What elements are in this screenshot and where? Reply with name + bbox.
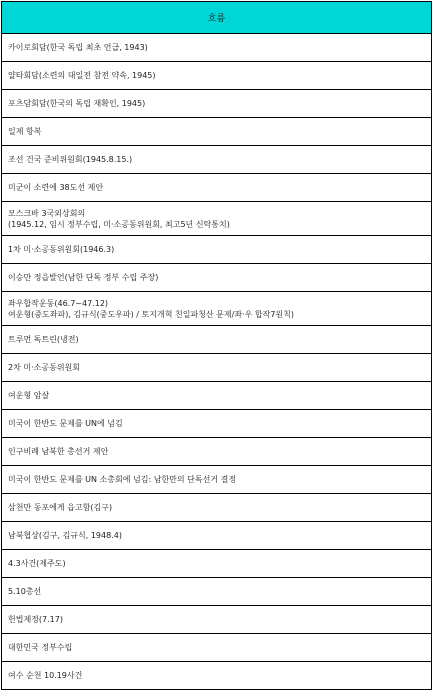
table-row [2,494,432,522]
event-cell [2,236,432,264]
event-cell [2,522,432,550]
event-text: 여운형 암살 [8,391,50,400]
table-row [2,90,432,118]
event-cell [2,494,432,522]
table-row [2,264,432,292]
event-text: 인구비례 남북한 총선거 제안 [8,447,109,456]
event-cell [2,634,432,662]
event-text: 좌우합작운동(46.7~47.12) [8,298,109,308]
header-cell: 흐름 [2,2,432,34]
event-text: 이승만 정읍발언(남한 단독 정부 수립 주장) [8,273,159,282]
event-text: 트루먼 독트린(냉전) [8,335,79,344]
event-text: 일제 항복 [8,127,42,136]
event-cell [2,174,432,202]
event-cell [2,606,432,634]
event-text: 조선 건국 준비위원회(1945.8.15.) [8,155,133,164]
table-row [2,466,432,494]
table-row [2,326,432,354]
event-cell [2,438,432,466]
event-cell [2,202,432,236]
event-text: 미국이 한반도 문제를 UN 소총회에 넘김: 남한만의 단독선거 결정 [8,475,237,484]
table-row [2,634,432,662]
event-text: 남북협상(김구, 김규식, 1948.4) [8,531,122,540]
event-text: (1945.12, 임시 정부수립, 미·소공동위원회, 최고5년 신탁통치) [8,219,230,229]
event-text: 포츠담회담(한국의 독립 재확인, 1945) [8,99,146,108]
event-cell [2,292,432,326]
event-cell [2,466,432,494]
event-cell [2,62,432,90]
header-row [2,2,432,34]
event-cell [2,34,432,62]
event-cell [2,264,432,292]
event-cell [2,382,432,410]
table-row [2,146,432,174]
table-row [2,292,432,326]
table-row [2,578,432,606]
event-text: 카이로회담(한국 독립 최초 언급, 1943) [8,43,148,52]
event-text: 여수 순천 10.19사건 [8,671,83,680]
event-text: 5.10총선 [8,587,42,596]
table-row [2,202,432,236]
event-text: 대한민국 정부수립 [8,643,73,652]
event-cell [2,118,432,146]
event-cell [2,410,432,438]
event-text: 미국이 한반도 문제를 UN에 넘김 [8,419,123,428]
table-row [2,606,432,634]
history-flow-table [1,1,432,690]
event-text: 헌법제정(7.17) [8,615,63,624]
table-row [2,174,432,202]
event-cell [2,578,432,606]
event-cell [2,146,432,174]
table-row [2,354,432,382]
table-row [2,382,432,410]
table-row [2,438,432,466]
table-body [2,34,432,690]
event-cell [2,662,432,690]
table-row [2,34,432,62]
table-row [2,662,432,690]
event-cell [2,326,432,354]
event-text: 4.3사건(제주도) [8,559,66,568]
event-cell [2,354,432,382]
event-text: 얄타회담(소련의 대일전 참전 약속, 1945) [8,71,156,80]
table-row [2,522,432,550]
event-text: 여운형(중도좌파), 김규식(중도우파) / 토지개혁 친일파청산 문제/좌·우 합작7원칙) [8,309,294,319]
table-row [2,550,432,578]
event-text: 미군이 소련에 38도선 제안 [8,183,104,192]
event-text: 삼천만 동포에게 읍고함(김구) [8,503,113,512]
table-row [2,236,432,264]
event-text: 2차 미·소공동위원회 [8,363,80,372]
table-row [2,62,432,90]
event-text: 모스크바 3국외상회의 [8,208,86,218]
event-cell [2,550,432,578]
table-row [2,410,432,438]
table-row [2,118,432,146]
event-cell [2,90,432,118]
event-text: 1차 미·소공동위원회(1946.3) [8,245,115,254]
